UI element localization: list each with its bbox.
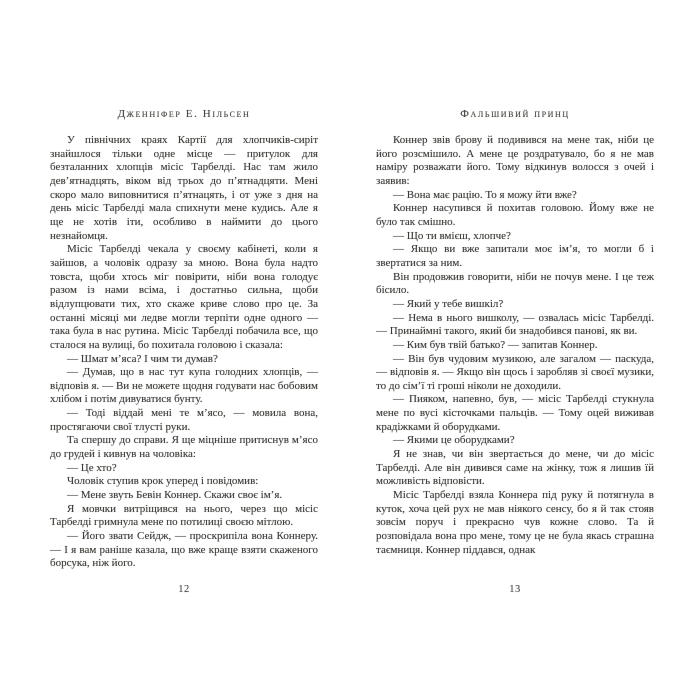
body-paragraph: — Ким був твій батько? — запитав Коннер. bbox=[393, 338, 598, 351]
body-paragraph: Він продовжив говорити, ніби не почув мене. І це теж бісило. bbox=[376, 270, 654, 297]
running-header-author: Дженніфер Е. Нільсен bbox=[117, 108, 251, 120]
page-number-right: 13 bbox=[509, 584, 521, 595]
body-paragraph: — Якими це оборудками? bbox=[393, 434, 515, 447]
body-paragraph: Місіс Тарбелді взяла Коннера під руку й потягнула в куток, хоча цей рух не мав ніякого сенсу, бо я й так стояв зовсім поруч і прекрасно чув кожне слово. Та й розповідала вона про мене, тому це не була якась страшна таємниця. Коннер піддався, однак bbox=[376, 489, 654, 556]
body-paragraph: — Він був чудовим музикою, але загалом — паскуда, — відповів я. — Якщо він щось і заробляв зі своєї музики, то до сім’ї ті гроші ніколи не доходили. bbox=[376, 352, 654, 392]
body-paragraph: — Що ти вмієш, хлопче? bbox=[393, 229, 511, 242]
body-paragraph: Я не знав, чи він звертається до мене, чи до місіс Тарбелді. Але він дивився саме на жінку, тож я лишив їй можливість відповісти. bbox=[376, 448, 654, 488]
body-paragraph: Та спершу до справи. Я ще міцніше притиснув м’ясо до грудей і кивнув на чоловіка: bbox=[50, 434, 318, 461]
body-paragraph: — Це хто? bbox=[67, 461, 117, 474]
body-paragraph: — Нема в нього вишколу, — озвалась місіс Тарбелді. — Принаймні такого, який би знадобився панові, як ви. bbox=[376, 311, 654, 338]
running-header-title: Фальшивий принц bbox=[460, 108, 570, 120]
body-paragraph: — Вона має рацію. То я можу йти вже? bbox=[393, 188, 577, 201]
body-paragraph: Коннер насупився й похитав головою. Йому вже не було так смішно. bbox=[376, 202, 654, 228]
body-paragraph: — Тоді віддай мені те м’ясо, — мовила вона, простягаючи свої тлусті руки. bbox=[50, 407, 318, 433]
body-paragraph: — Шмат м’яса? І чим ти думав? bbox=[67, 352, 218, 365]
page-number-left: 12 bbox=[178, 584, 190, 595]
body-paragraph: У північних краях Картії для хлопчиків-сиріт знайшлося тільки одне місце — притулок для безталанних хлопців місіс Тарбелді. Нас там жило дев’ятнадцять, віком від трьох до п’ятнадцяти. Мені скоро мало виповнитися п’ятнацять, і от уже з дня на день місіс Тарбелді мала спихнути мене кудись. Але я ще не хотів іти, особливо в наймити до цього незнайомця. bbox=[50, 134, 318, 242]
body-paragraph: Я мовчки витріщився на нього, через що місіс Тарбелді гримнула мене по потилиці своєю мітлою. bbox=[50, 502, 318, 529]
body-paragraph: Місіс Тарбелді чекала у своєму кабінеті, коли я зайшов, а чоловік одразу за мною. Вона була надто товста, щоби хтось міг повірити, ніби вона голодує разом із нами всіма, і достатньо сильна, щоби відлупцювати тих, хто скаже криве слово про це. За останні місяці ми ледве могли терпіти одне одного — така була в нас рутина. Місіс Тарбелді побачила все, що сталося на вулиці, бо похитала головою і сказала: bbox=[50, 243, 318, 351]
body-paragraph: — Мене звуть Бевін Коннер. Скажи своє ім’я. bbox=[67, 489, 283, 502]
page-left-body bbox=[50, 134, 318, 571]
body-paragraph: Чоловік ступив крок уперед і повідомив: bbox=[67, 475, 259, 488]
body-paragraph: — Який у тебе вишкіл? bbox=[393, 297, 504, 310]
body-paragraph: — Його звати Сейдж, — проскрипіла вона Коннеру. — І я вам раніше казала, що вже краще взяти скаженого борсука, ніж його. bbox=[50, 530, 318, 570]
body-paragraph: — Думав, що в нас тут купа голодних хлопців, — відповів я. — Ви не можете щодня годувати нас бобовим хлібом і потім дивуватися бунту. bbox=[50, 366, 318, 406]
body-paragraph: — Якщо ви вже запитали моє ім’я, то могли б і звертатися за ним. bbox=[376, 243, 654, 269]
page-right-body bbox=[376, 134, 654, 557]
body-paragraph: Коннер звів брову й подивився на мене так, ніби це його розсмішило. А мене це роздратувало, бо я не мав наміру розважати його. Тому відкинув волосся з очей і заявив: bbox=[376, 134, 654, 187]
body-paragraph: — Пияком, напевно, був, — місіс Тарбелді стукнула мене по вусі кісточками пальців. — Тому оцей виживав крадіжками й оборудками. bbox=[376, 393, 654, 433]
